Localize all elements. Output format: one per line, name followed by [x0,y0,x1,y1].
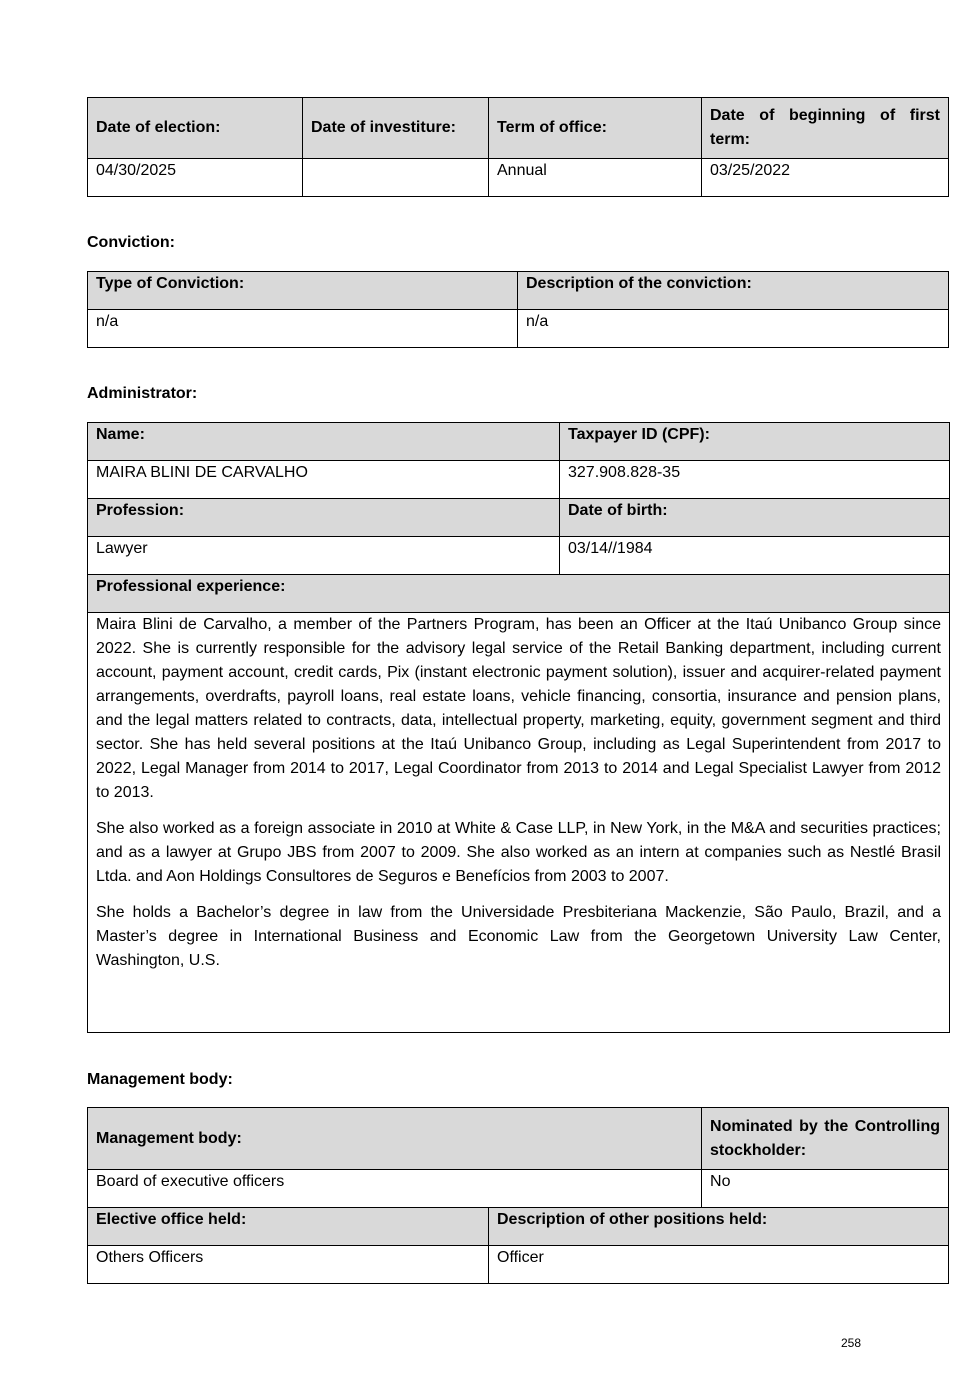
experience-text [88,613,950,1033]
conviction-table [87,271,949,348]
administrator-table [87,422,950,1033]
other-positions-label: Description of other positions held: [489,1208,949,1246]
date-of-election-header: Date of election: [88,98,303,159]
conviction-type-value: n/a [88,310,518,348]
elective-office-label: Elective office held: [88,1208,489,1246]
management-table [87,1107,949,1284]
management-body-label: Management body: [88,1108,702,1170]
experience-paragraph: She holds a Bachelor’s degree in law from the Universidade Presbiteriana Mackenzie, São Paulo, Brazil, and a Master’s degree in International Business and Economic Law from the Georgetown University Law Center, Washington, U.S. [96,904,941,969]
experience-paragraph: Maira Blini de Carvalho, a member of the Partners Program, has been an Officer at the Itaú Unibanco Group since 2022. She is currently responsible for the advisory legal service of the Retail Banking department, including current account, payment account, credit cards, Pix (instant electronic payment solution), issuer and acquirer-related payment arrangements, overdrafts, payroll loans, real estate loans, vehicle financing, consortia, insurance and pension plans, and the legal matters related to contracts, data, intellectual property, marketing, equity, government segment and third sector. She has held several positions at the Itaú Unibanco Group, including as Legal Superintendent from 2017 to 2022, Legal Manager from 2014 to 2017, Legal Coordinator from 2013 to 2014 and Legal Specialist Lawyer from 2012 to 2013. [96,616,941,801]
administrator-title: Administrator: [87,385,198,402]
date-of-investiture-value [303,159,489,197]
management-body-value: Board of executive officers [88,1170,702,1208]
management-title: Management body: [87,1071,233,1088]
experience-paragraph: She also worked as a foreign associate in 2010 at White & Case LLP, in New York, in the M&A and securities practices; and as a lawyer at Grupo JBS from 2007 to 2009. She also worked as an intern at companies such as Nestlé Brasil Ltda. and Aon Holdings Consultores de Seguros e Benefícios from 2003 to 2007. [96,820,941,885]
conviction-title: Conviction: [87,234,175,251]
nominated-value: No [702,1170,949,1208]
experience-label: Professional experience: [88,575,950,613]
nominated-label: Nominated by the Controlling stockholder: [702,1108,949,1170]
birth-label: Date of birth: [560,499,950,537]
date-of-investiture-header: Date of investiture: [303,98,489,159]
date-first-term-value: 03/25/2022 [702,159,949,197]
page-number: 258 [841,1336,862,1350]
profession-value: Lawyer [88,537,560,575]
term-of-office-header: Term of office: [489,98,702,159]
other-positions-value: Officer [489,1246,949,1284]
date-first-term-header: Date of beginning of first term: [702,98,949,159]
conviction-type-header: Type of Conviction: [88,272,518,310]
conviction-description-value: n/a [518,310,949,348]
term-of-office-value: Annual [489,159,702,197]
cpf-value: 327.908.828-35 [560,461,950,499]
profession-label: Profession: [88,499,560,537]
birth-value: 03/14//1984 [560,537,950,575]
conviction-description-header: Description of the conviction: [518,272,949,310]
elective-office-value: Others Officers [88,1246,489,1284]
name-value: MAIRA BLINI DE CARVALHO [88,461,560,499]
name-label: Name: [88,423,560,461]
cpf-label: Taxpayer ID (CPF): [560,423,950,461]
date-of-election-value: 04/30/2025 [88,159,303,197]
term-table [87,97,949,197]
